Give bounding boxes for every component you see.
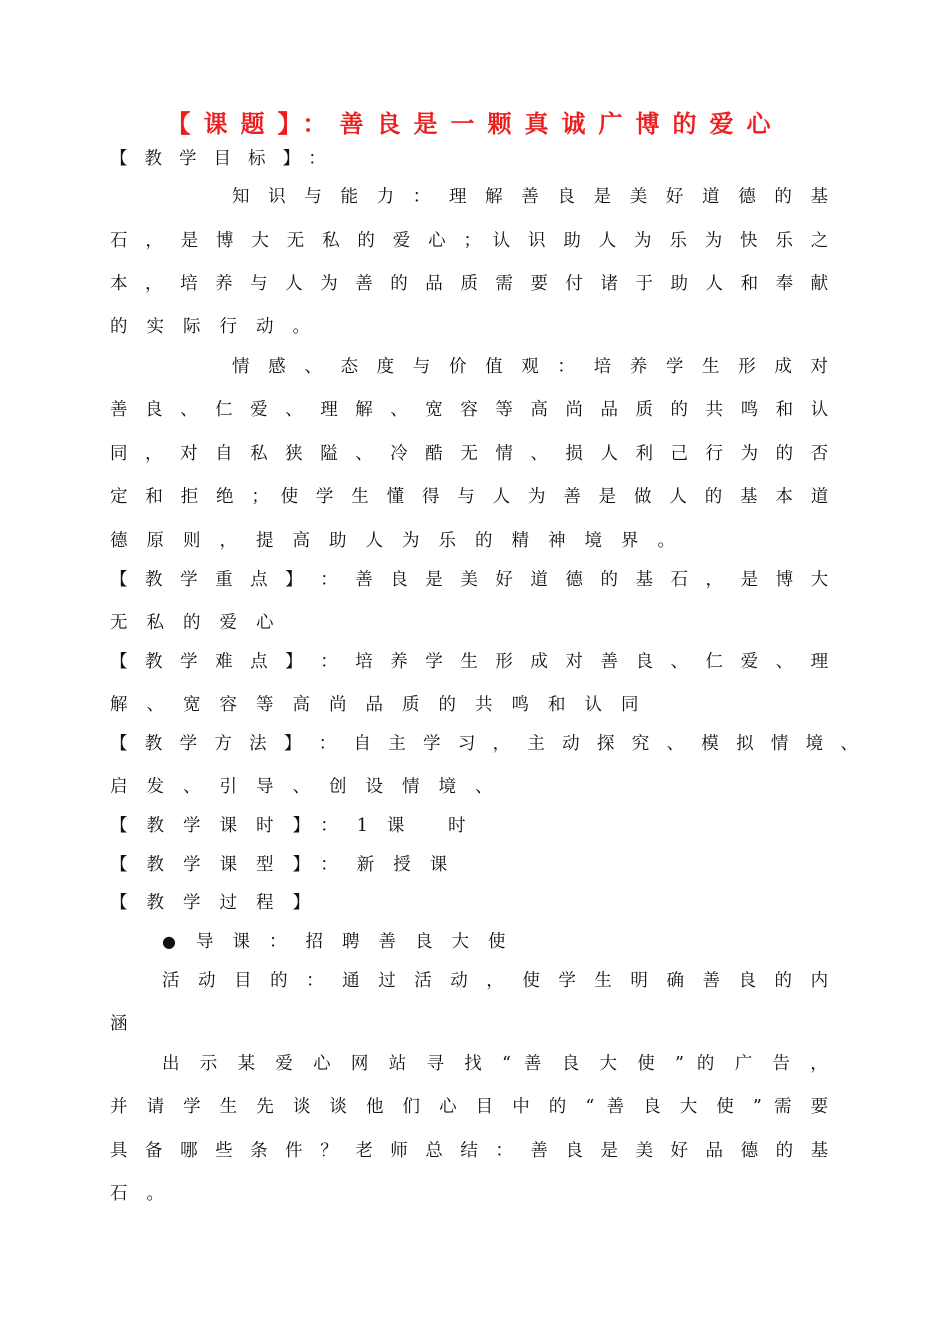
goal-knowledge-line-4: 的实际行动。: [110, 317, 329, 337]
goal-knowledge-line-3: 本 ， 培 养 与 人 为 善 的 品 质 需 要 付 诸 于 助 人 和 奉 献: [110, 274, 829, 294]
lesson-title: 【课题】：善良是一颗真诚广博的爱心: [166, 109, 784, 138]
goal-emotion-line-3: 同 ， 对 自 私 狭 隘 、 冷 酷 无 情 、 损 人 利 己 行 为 的 否: [110, 444, 829, 464]
intro-heading: [162, 931, 524, 953]
goal-knowledge-line-1: 知 识 与 能 力 ： 理 解 善 良 是 美 好 道 德 的 基: [232, 187, 828, 207]
bullet-icon: ●: [162, 932, 176, 951]
key-point-line-2: 无私的爱心: [110, 613, 293, 633]
intro-heading-text: 导课：招聘善良大使: [195, 932, 525, 952]
goal-emotion-line-2: 善 良 、 仁 爱 、 理 解 、 宽 容 等 高 尚 品 质 的 共 鸣 和 认: [110, 400, 829, 420]
activity-body-line-1: 出 示 某 爱 心 网 站 寻 找 “ 善 良 大 使 ” 的 广 告 ，: [162, 1054, 828, 1074]
activity-body-line-4: 石。: [110, 1184, 183, 1204]
difficulty-line-1: 【 教 学 难 点 】 ： 培 养 学 生 形 成 对 善 良 、 仁 爱 、 理: [110, 652, 829, 672]
goal-emotion-line-5: 德原则，提高助人为乐的精神境界。: [110, 531, 694, 551]
activity-purpose-line-2: 涵: [110, 1014, 128, 1034]
method-line-2: 启发、引导、创设情境、: [110, 777, 512, 797]
section-teaching-goals: 【教学目标】：: [110, 149, 343, 169]
goal-emotion-line-4: 定 和 拒 绝 ； 使 学 生 懂 得 与 人 为 善 是 做 人 的 基 本 道: [110, 487, 829, 507]
activity-body-line-2: 并 请 学 生 先 谈 谈 他 们 心 目 中 的 “ 善 良 大 使 ” 需 要: [110, 1097, 829, 1117]
key-point-line-1: 【 教 学 重 点 】 ： 善 良 是 美 好 道 德 的 基 石 ， 是 博 大: [110, 570, 829, 590]
difficulty-line-2: 解、宽容等高尚品质的共鸣和认同: [110, 695, 658, 715]
goal-knowledge-line-2: 石 ， 是 博 大 无 私 的 爱 心 ； 认 识 助 人 为 乐 为 快 乐 之: [110, 231, 829, 251]
section-teaching-process: 【教学过程】: [110, 893, 329, 913]
lesson-hours: 【教学课时】：1课 时: [110, 816, 485, 836]
activity-purpose-line-1: 活 动 目 的 ： 通 过 活 动 ， 使 学 生 明 确 善 良 的 内: [162, 971, 829, 991]
goal-emotion-line-1: 情 感 、 态 度 与 价 值 观 ： 培 养 学 生 形 成 对: [232, 357, 828, 377]
activity-body-line-3: 具 备 哪 些 条 件 ？ 老 师 总 结 ： 善 良 是 美 好 品 德 的 基: [110, 1141, 829, 1161]
method-line-1: 【 教 学 方 法 】 ： 自 主 学 习 ， 主 动 探 究 、 模 拟 情 境 、: [110, 734, 858, 754]
lesson-type: 【教学课型】：新授课: [110, 855, 467, 875]
